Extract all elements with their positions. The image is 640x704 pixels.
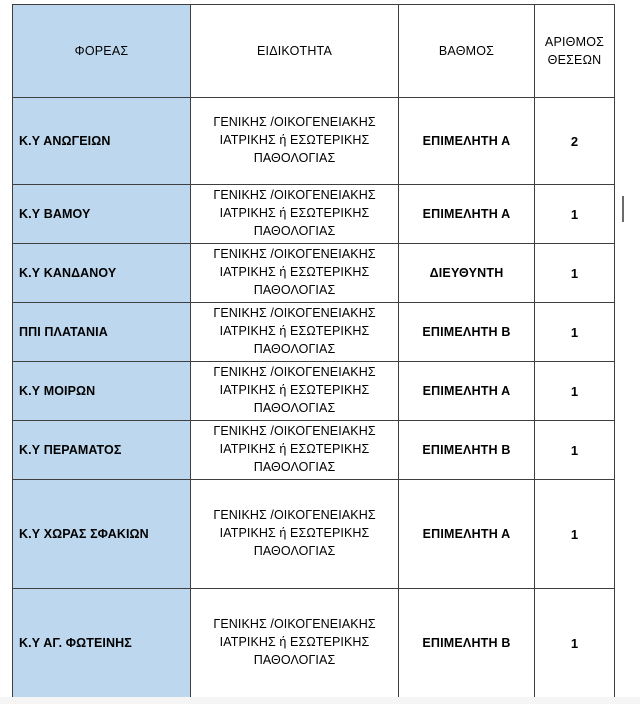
cell-eidikotita: [191, 98, 399, 185]
table-header-row: [13, 5, 615, 98]
cell-arithmos-theseon: 1: [535, 362, 615, 421]
column-header-arithmos-theseon: [535, 5, 615, 98]
eidikotita-line2: ΙΑΤΡΙΚΗΣ ή ΕΣΩΤΕΡΙΚΗΣ: [219, 324, 370, 339]
cell-forea: Κ.Υ ΒΑΜΟΥ: [13, 185, 191, 244]
cell-arithmos-theseon: 1: [535, 589, 615, 698]
eidikotita-line1: ΓΕΝΙΚΗΣ /ΟΙΚΟΓΕΝΕΙΑΚΗΣ: [213, 617, 376, 632]
cell-forea: Κ.Υ ΜΟΙΡΩΝ: [13, 362, 191, 421]
cell-forea: Κ.Υ ΚΑΝΔΑΝΟΥ: [13, 244, 191, 303]
cell-eidikotita: [191, 421, 399, 480]
table-row: [13, 421, 615, 480]
table-row: [13, 589, 615, 698]
eidikotita-line1: ΓΕΝΙΚΗΣ /ΟΙΚΟΓΕΝΕΙΑΚΗΣ: [213, 188, 376, 203]
eidikotita-line2: ΙΑΤΡΙΚΗΣ ή ΕΣΩΤΕΡΙΚΗΣ: [219, 635, 370, 650]
eidikotita-line2: ΙΑΤΡΙΚΗΣ ή ΕΣΩΤΕΡΙΚΗΣ: [219, 383, 370, 398]
cell-eidikotita: [191, 362, 399, 421]
cell-vathmos: ΕΠΙΜΕΛΗΤΗ Α: [399, 185, 535, 244]
eidikotita-line3: ΠΑΘΟΛΟΓΙΑΣ: [253, 543, 336, 558]
cell-vathmos: ΕΠΙΜΕΛΗΤΗ Α: [399, 362, 535, 421]
table-row: [13, 244, 615, 303]
eidikotita-line1: ΓΕΝΙΚΗΣ /ΟΙΚΟΓΕΝΕΙΑΚΗΣ: [213, 508, 376, 523]
eidikotita-line1: ΓΕΝΙΚΗΣ /ΟΙΚΟΓΕΝΕΙΑΚΗΣ: [213, 115, 376, 130]
column-header-eidikotita: ΕΙΔΙΚΟΤΗΤΑ: [191, 5, 399, 98]
column-header-vathmos: ΒΑΘΜΟΣ: [399, 5, 535, 98]
cell-eidikotita: [191, 589, 399, 698]
cell-forea: ΠΠΙ ΠΛΑΤΑΝΙΑ: [13, 303, 191, 362]
table-row: [13, 362, 615, 421]
eidikotita-line3: ΠΑΘΟΛΟΓΙΑΣ: [253, 341, 336, 356]
cell-arithmos-theseon: 1: [535, 421, 615, 480]
cell-forea: Κ.Υ ΠΕΡΑΜΑΤΟΣ: [13, 421, 191, 480]
cell-arithmos-theseon: 1: [535, 185, 615, 244]
cell-vathmos: ΕΠΙΜΕΛΗΤΗ Β: [399, 589, 535, 698]
cell-vathmos: ΕΠΙΜΕΛΗΤΗ Β: [399, 303, 535, 362]
eidikotita-line3: ΠΑΘΟΛΟΓΙΑΣ: [253, 459, 336, 474]
cell-forea: Κ.Υ ΑΓ. ΦΩΤΕΙΝΗΣ: [13, 589, 191, 698]
eidikotita-line1: ΓΕΝΙΚΗΣ /ΟΙΚΟΓΕΝΕΙΑΚΗΣ: [213, 247, 376, 262]
eidikotita-line1: ΓΕΝΙΚΗΣ /ΟΙΚΟΓΕΝΕΙΑΚΗΣ: [213, 306, 376, 321]
column-header-forea: ΦΟΡΕΑΣ: [13, 5, 191, 98]
cell-arithmos-theseon: 1: [535, 303, 615, 362]
column-header-arithmos-line1: ΑΡΙΘΜΟΣ: [544, 34, 605, 49]
eidikotita-line2: ΙΑΤΡΙΚΗΣ ή ΕΣΩΤΕΡΙΚΗΣ: [219, 133, 370, 148]
cell-arithmos-theseon: 2: [535, 98, 615, 185]
stray-margin-mark: [622, 196, 624, 222]
eidikotita-line3: ΠΑΘΟΛΟΓΙΑΣ: [253, 282, 336, 297]
table-row: [13, 185, 615, 244]
eidikotita-line2: ΙΑΤΡΙΚΗΣ ή ΕΣΩΤΕΡΙΚΗΣ: [219, 206, 370, 221]
table-row: [13, 98, 615, 185]
eidikotita-line2: ΙΑΤΡΙΚΗΣ ή ΕΣΩΤΕΡΙΚΗΣ: [219, 526, 370, 541]
eidikotita-line3: ΠΑΘΟΛΟΓΙΑΣ: [253, 150, 336, 165]
cell-vathmos: ΕΠΙΜΕΛΗΤΗ Β: [399, 421, 535, 480]
eidikotita-line3: ΠΑΘΟΛΟΓΙΑΣ: [253, 400, 336, 415]
eidikotita-line3: ΠΑΘΟΛΟΓΙΑΣ: [253, 652, 336, 667]
table-row: [13, 480, 615, 589]
cell-vathmos: ΕΠΙΜΕΛΗΤΗ Α: [399, 98, 535, 185]
cell-eidikotita: [191, 185, 399, 244]
cell-eidikotita: [191, 244, 399, 303]
cell-arithmos-theseon: 1: [535, 244, 615, 303]
cell-vathmos: ΔΙΕΥΘΥΝΤΗ: [399, 244, 535, 303]
cell-eidikotita: [191, 303, 399, 362]
cell-eidikotita: [191, 480, 399, 589]
eidikotita-line2: ΙΑΤΡΙΚΗΣ ή ΕΣΩΤΕΡΙΚΗΣ: [219, 442, 370, 457]
positions-table: [12, 4, 615, 698]
cell-vathmos: ΕΠΙΜΕΛΗΤΗ Α: [399, 480, 535, 589]
eidikotita-line3: ΠΑΘΟΛΟΓΙΑΣ: [253, 223, 336, 238]
table-row: [13, 303, 615, 362]
eidikotita-line1: ΓΕΝΙΚΗΣ /ΟΙΚΟΓΕΝΕΙΑΚΗΣ: [213, 424, 376, 439]
cell-forea: Κ.Υ ΑΝΩΓΕΙΩΝ: [13, 98, 191, 185]
column-header-arithmos-line2: ΘΕΣΕΩΝ: [547, 53, 602, 67]
cell-forea: Κ.Υ ΧΩΡΑΣ ΣΦΑΚΙΩΝ: [13, 480, 191, 589]
eidikotita-line2: ΙΑΤΡΙΚΗΣ ή ΕΣΩΤΕΡΙΚΗΣ: [219, 265, 370, 280]
cell-arithmos-theseon: 1: [535, 480, 615, 589]
eidikotita-line1: ΓΕΝΙΚΗΣ /ΟΙΚΟΓΕΝΕΙΑΚΗΣ: [213, 365, 376, 380]
